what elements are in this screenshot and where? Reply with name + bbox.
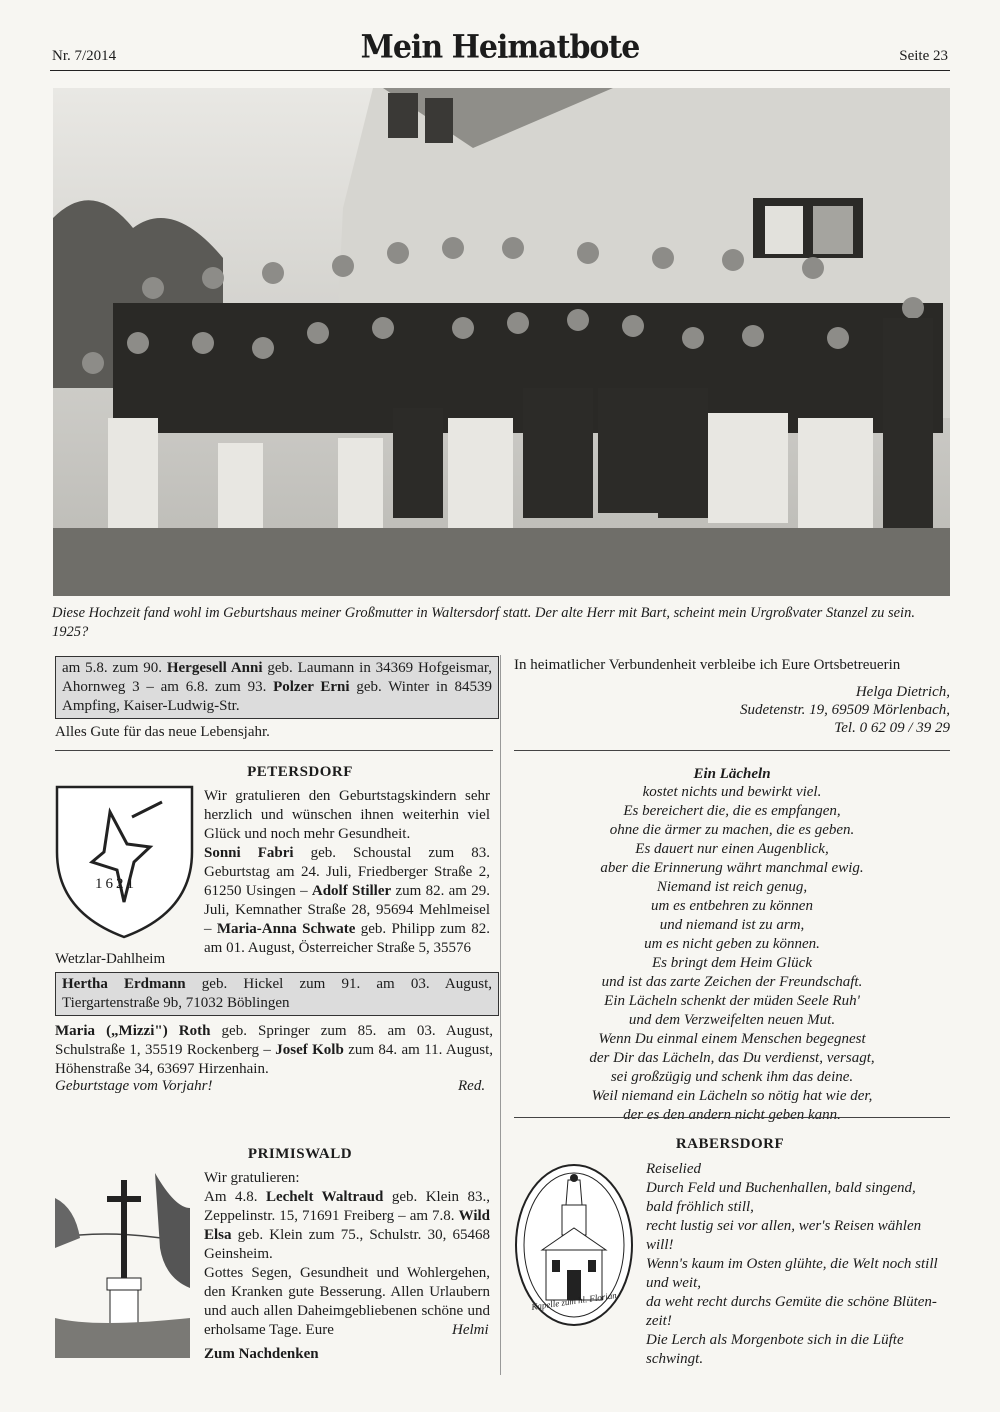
column-divider <box>500 655 501 1375</box>
poem-line: Weil niemand ein Lächeln so nötig hat wie der, <box>591 1088 873 1104</box>
poem-title: Ein Lächeln <box>693 766 771 782</box>
celebrant-name: Lechelt Waltraud <box>265 1189 384 1205</box>
section-divider <box>514 750 950 751</box>
crest-year: 1621 <box>95 876 137 892</box>
birthday-text: geb. Klein 83., Zeppelinstr. 15, 71691 Freiberg – am 7.8. <box>204 1189 491 1224</box>
masthead-title: Mein Heimatbote <box>360 29 640 66</box>
birthday-text: am 5.8. zum 90. <box>62 660 167 676</box>
representative-address: Sudetenstr. 19, 69509 Mörlenbach, <box>740 702 950 718</box>
primiswald-emblem <box>55 1168 190 1358</box>
photo-caption: Diese Hochzeit fand wohl im Geburtshaus meiner Großmutter in Waltersdorf statt. Der alte Herr mit Bart, scheint mein Urgroßvater Stanzel zu sein. 1925? <box>52 605 915 640</box>
wishes-text: Gottes Segen, Gesundheit und Wohlergehen, den Kranken gute Besserung. Allen Urlaubern und auch allen Daheimgebliebenen schöne und erholsame Tage. Eure <box>204 1265 490 1338</box>
poem-line: und dem Verzweifelten neuen Mut. <box>628 1012 836 1028</box>
poem-line: Niemand ist reich genug, <box>656 879 808 895</box>
poem-line: Wenn Du einmal einem Menschen begegnest <box>598 1031 866 1047</box>
petersdorf-text <box>204 787 490 958</box>
birthday-paragraph <box>55 1022 493 1079</box>
song-line: da weht recht durchs Gemüte die schöne Blüten- <box>646 1294 937 1310</box>
poem-line: der es den andern nicht geben kann. <box>623 1107 841 1123</box>
poem-line: und niemand ist zu arm, <box>659 917 805 933</box>
previous-year-note: Geburtstage vom Vorjahr! <box>55 1078 213 1094</box>
celebrant-name: Sonni Fabri <box>204 845 294 861</box>
poem-line: ohne die ärmer zu machen, die es geben. <box>609 822 855 838</box>
song-line: recht lustig sei vor allen, wer's Reisen wählen <box>646 1218 922 1234</box>
celebrant-name: Josef Kolb <box>275 1042 344 1058</box>
author-signature: Helmi <box>452 1322 489 1338</box>
poem-line: sei großzügig und schenk ihm das deine. <box>610 1069 854 1085</box>
wedding-photo-illustration <box>53 88 950 596</box>
editor-signature: Red. <box>458 1078 486 1094</box>
song-line: Reiselied <box>646 1161 701 1177</box>
song-line: will! <box>646 1237 674 1253</box>
birthday-wish: Alles Gute für das neue Lebensjahr. <box>55 724 270 740</box>
intro-text: Wir gratulieren: <box>204 1170 300 1186</box>
closing-text: In heimatlicher Verbundenheit verbleibe ich Eure Ortsbetreuerin <box>514 657 901 673</box>
poem-line: Es dauert nur einen Augenblick, <box>635 841 829 857</box>
celebrant-name: Maria („Mizzi") Roth <box>55 1023 211 1039</box>
poem-line: Ein Lächeln schenkt der müden Seele Ruh' <box>604 993 860 1009</box>
celebrant-name: Polzer Erni <box>273 679 350 695</box>
section-title-rabersdorf: RABERSDORF <box>675 1136 785 1152</box>
wedding-photo <box>53 88 950 596</box>
celebrant-name: Wild Elsa <box>204 1208 490 1243</box>
issue-number: Nr. 7/2014 <box>52 48 117 64</box>
birthday-text: zum 82. am 29. Juli, Kemnather Straße 28, 95694 Mehlmeisel – <box>204 883 490 937</box>
song-line: bald fröhlich still, <box>646 1199 754 1215</box>
birthday-text: geb. Hickel zum 91. am 03. August, Tiergartenstraße 9b, 71032 Böblingen <box>62 976 492 1011</box>
poem-body <box>514 783 950 1125</box>
celebrant-name: Hergesell Anni <box>166 660 263 676</box>
poem-line: aber die Erinnerung währt manchmal ewig. <box>600 860 864 876</box>
song-line: und weit, <box>646 1275 701 1291</box>
travel-song <box>646 1160 950 1369</box>
song-line: Durch Feld und Buchenhallen, bald singend, <box>646 1180 916 1196</box>
song-line: zeit! <box>646 1313 672 1329</box>
song-line: Wenn's kaum im Osten glühte, die Welt noch still <box>646 1256 938 1272</box>
birthday-text: zum 84. am 11. August, Höhenstraße 34, 63697 Hirzenhain. <box>55 1042 494 1077</box>
poem-line: der Dir das Lächeln, das Du verdienst, versagt, <box>589 1050 875 1066</box>
representative-phone: Tel. 0 62 09 / 39 29 <box>834 720 950 736</box>
song-line: Die Lerch als Morgenbote sich in die Lüfte <box>646 1332 904 1348</box>
representative-name: Helga Dietrich, <box>855 684 950 700</box>
petersdorf-crest <box>52 782 197 942</box>
birthday-text: Am 4.8. <box>204 1189 266 1205</box>
shield-icon <box>52 782 197 942</box>
poem-line: um es nicht geben zu können. <box>644 936 820 952</box>
song-line: schwingt. <box>646 1351 704 1367</box>
primiswald-text <box>204 1169 490 1340</box>
poem-line: Es bereichert die, die es empfangen, <box>623 803 841 819</box>
header-rule <box>50 70 950 71</box>
emblem-inscription: Kapelle zum hl. Florian <box>530 1290 618 1312</box>
section-divider <box>514 1117 950 1118</box>
page-number: Seite 23 <box>899 48 948 64</box>
birthday-box <box>55 972 499 1016</box>
birthday-box <box>55 656 499 719</box>
section-title-petersdorf: PETERSDORF <box>247 764 353 780</box>
birthday-text: geb. Philipp zum 82. am 01. August, Österreicher Straße 5, 35576 <box>204 921 491 956</box>
celebrant-name: Hertha Erdmann <box>62 976 186 992</box>
section-divider <box>55 750 493 751</box>
poem-line: kostet nichts und bewirkt viel. <box>642 784 822 800</box>
birthday-text: geb. Laumann in 34369 Hofgeismar, Ahornweg 3 – am 6.8. zum 93. <box>62 660 493 695</box>
poem-line: um es entbehren zu können <box>651 898 813 914</box>
poem-line: und ist das zarte Zeichen der Freundschaft. <box>601 974 863 990</box>
birthday-text: geb. Winter in 84539 Ampfing, Kaiser-Ludwig-Str. <box>62 679 492 714</box>
celebrant-name: Adolf Stiller <box>311 883 392 899</box>
celebrant-name: Maria-Anna Schwate <box>216 921 356 937</box>
section-title-primiswald: PRIMISWALD <box>247 1146 353 1162</box>
place-name: Wetzlar-Dahlheim <box>55 951 166 967</box>
poem-line: Es bringt dem Heim Glück <box>652 955 812 971</box>
birthday-text: geb. Springer zum 85. am 03. August, Schulstraße 1, 35519 Rockenberg – <box>55 1023 493 1058</box>
wayside-cross-icon <box>55 1168 190 1358</box>
think-about-it-heading: Zum Nachdenken <box>204 1346 319 1362</box>
birthday-text: geb. Klein zum 75., Schulstr. 30, 65468 Geinsheim. <box>204 1227 490 1262</box>
birthday-text: geb. Schoustal zum 83. Geburtstag am 24. Juli, Friedberger Straße 2, 61250 Usingen – <box>204 845 490 899</box>
intro-text: Wir gratulieren den Geburtstagskindern sehr herzlich und wünschen ihnen weiterhin viel Glück und noch mehr Gesundheit. <box>204 788 490 842</box>
